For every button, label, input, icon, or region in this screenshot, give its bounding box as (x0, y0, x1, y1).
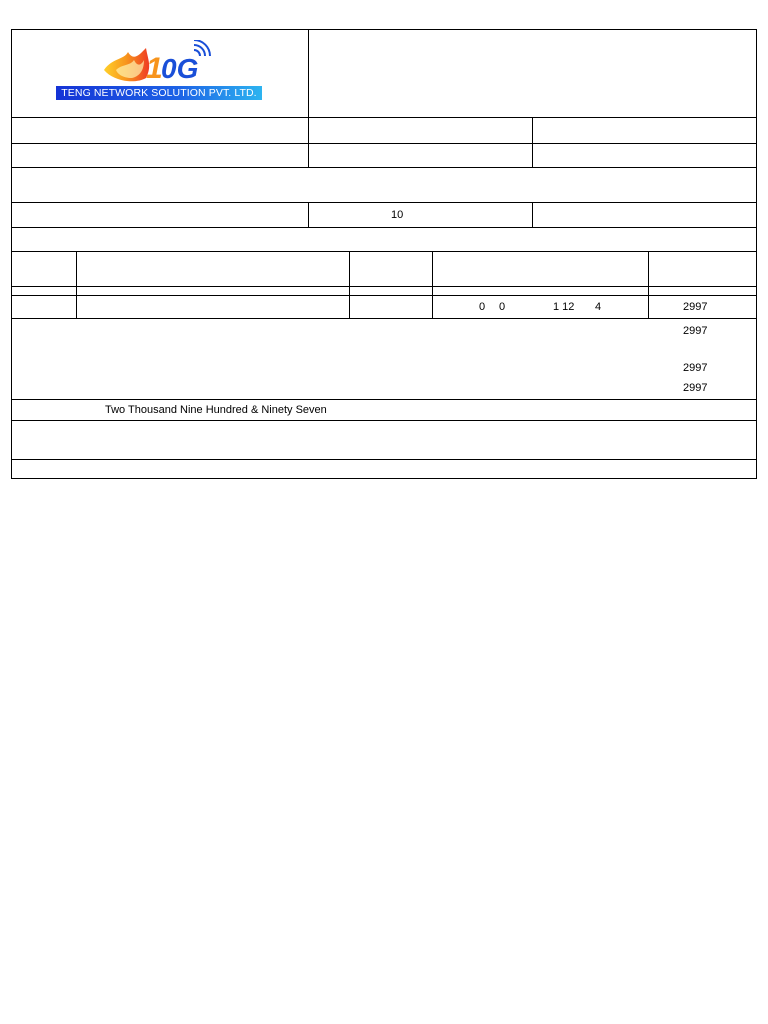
line-value-a: 0 (479, 301, 486, 313)
cell-divider (308, 202, 309, 227)
rule (11, 251, 756, 252)
quantity-value: 10 (391, 209, 404, 221)
total-value: 2997 (683, 362, 708, 374)
line-value-c: 1 12 (553, 301, 575, 313)
logo-graphic-icon (48, 40, 270, 86)
rule (11, 227, 756, 228)
column-divider (432, 251, 433, 318)
cell-divider (532, 202, 533, 227)
rule (11, 399, 756, 400)
rule (11, 143, 756, 144)
svg-text:1: 1 (146, 52, 163, 85)
grand-total-value: 2997 (683, 382, 708, 394)
rule (11, 295, 756, 296)
rule (11, 167, 756, 168)
column-divider (648, 251, 649, 318)
header-divider (308, 29, 309, 118)
subtotal-value: 2997 (683, 325, 708, 337)
company-logo (48, 40, 270, 104)
line-value-b: 0 (499, 301, 506, 313)
company-name: TENG NETWORK SOLUTION PVT. LTD. (56, 86, 262, 100)
amount-in-words: Two Thousand Nine Hundred & Ninety Seven (105, 404, 327, 416)
rule (11, 286, 756, 287)
svg-text:0G: 0G (161, 53, 199, 84)
cell-divider (532, 117, 533, 167)
rule (11, 318, 756, 319)
rule (11, 459, 756, 460)
line-amount: 2997 (683, 301, 708, 313)
cell-divider (308, 117, 309, 167)
column-divider (76, 251, 77, 318)
column-divider (349, 251, 350, 318)
rule (11, 202, 756, 203)
rule (11, 117, 756, 118)
rule (11, 420, 756, 421)
line-value-d: 4 (595, 301, 602, 313)
